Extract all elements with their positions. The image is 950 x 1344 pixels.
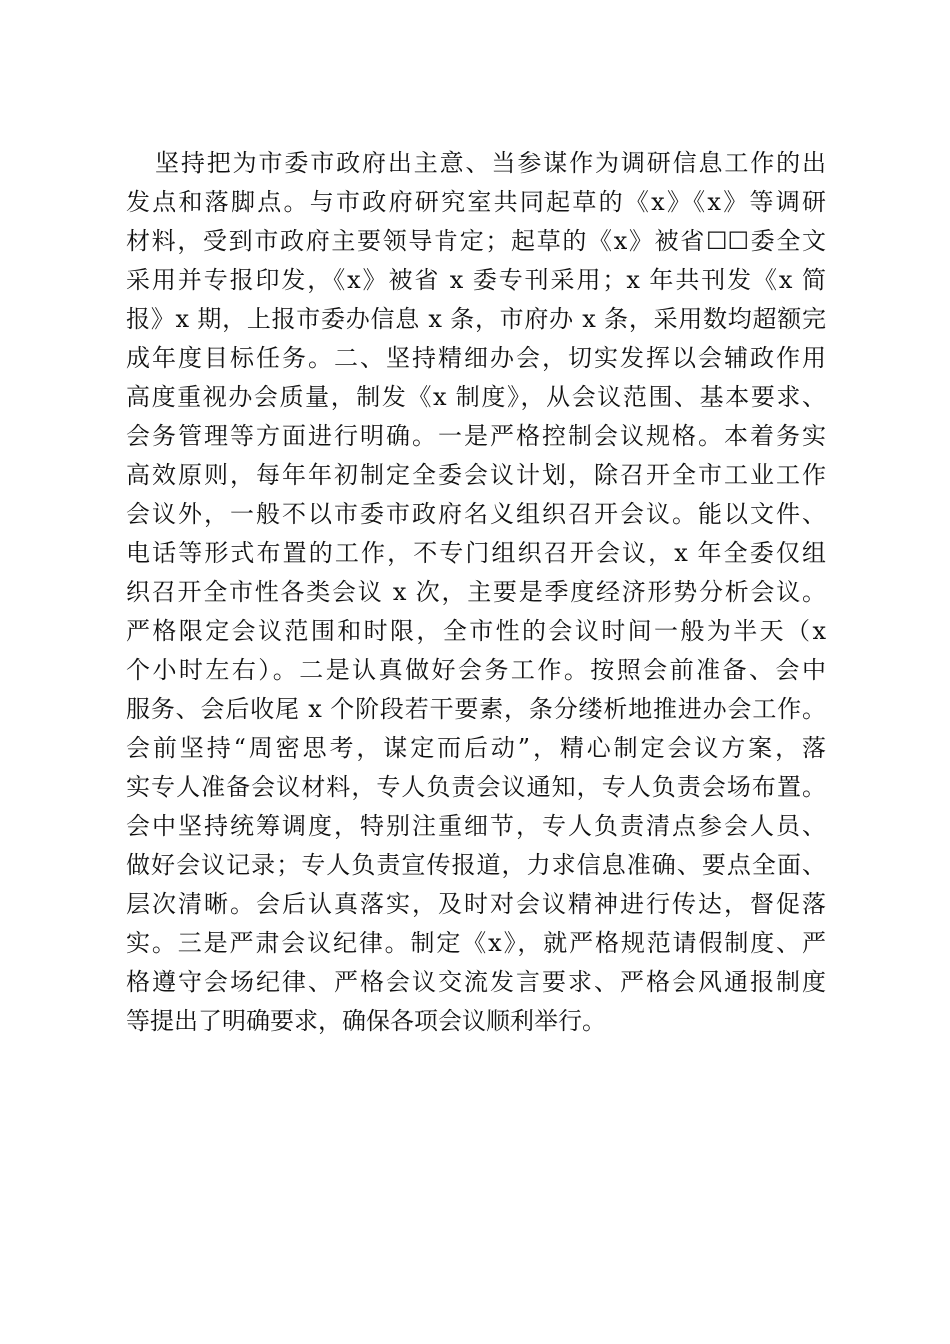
text-line-10: 会议外，一般不以市委市政府名义组织召开会议。能以文件、 bbox=[126, 500, 826, 528]
text-line-1: 坚持把为市委市政府出主意、当参谋作为调研信息工作的出 bbox=[155, 149, 826, 177]
text-line-8: 会务管理等方面进行明确。一是严格控制会议规格。本着务实 bbox=[126, 422, 826, 450]
text-line-14: 个小时左右）。二是认真做好会务工作。按照会前准备、会中 bbox=[126, 656, 826, 684]
text-line-16: 会前坚持“周密思考，谋定而后动”，精心制定会议方案，落 bbox=[126, 734, 826, 762]
text-line-21: 实。三是严肃会议纪律。制定《x》，就严格规范请假制度、严 bbox=[126, 929, 826, 957]
text-line-20: 层次清晰。会后认真落实，及时对会议精神进行传达，督促落 bbox=[126, 890, 826, 918]
text-line-5: 报》x 期，上报市委办信息 x 条，市府办 x 条，采用数均超额完 bbox=[126, 305, 826, 333]
text-line-11: 电话等形式布置的工作，不专门组织召开会议，x 年全委仅组 bbox=[126, 539, 826, 567]
text-line-17: 实专人准备会议材料，专人负责会议通知，专人负责会场布置。 bbox=[126, 773, 826, 801]
text-line-15: 服务、会后收尾 x 个阶段若干要素，条分缕析地推进办会工作。 bbox=[126, 695, 826, 723]
text-line-3: 材料，受到市政府主要领导肯定；起草的《x》被省☐☐委全文 bbox=[126, 227, 826, 255]
text-line-2: 发点和落脚点。与市政府研究室共同起草的《x》《x》等调研 bbox=[126, 188, 826, 216]
text-line-19: 做好会议记录；专人负责宣传报道，力求信息准确、要点全面、 bbox=[126, 851, 826, 879]
text-line-13: 严格限定会议范围和时限，全市性的会议时间一般为半天（x bbox=[126, 617, 826, 645]
text-line-7: 高度重视办会质量，制发《x 制度》，从会议范围、基本要求、 bbox=[126, 383, 826, 411]
text-line-6: 成年度目标任务。二、坚持精细办会，切实发挥以会辅政作用 bbox=[126, 344, 826, 372]
text-line-23: 等提出了明确要求，确保各项会议顺利举行。 bbox=[126, 1007, 606, 1035]
text-line-12: 织召开全市性各类会议 x 次，主要是季度经济形势分析会议。 bbox=[126, 578, 826, 606]
text-line-4: 采用并专报印发，《x》被省 x 委专刊采用；x 年共刊发《x 简 bbox=[126, 266, 826, 294]
text-line-9: 高效原则，每年年初制定全委会议计划，除召开全市工业工作 bbox=[126, 461, 826, 489]
text-line-18: 会中坚持统筹调度，特别注重细节，专人负责清点参会人员、 bbox=[126, 812, 826, 840]
text-line-22: 格遵守会场纪律、严格会议交流发言要求、严格会风通报制度 bbox=[126, 968, 826, 996]
body-paragraph bbox=[126, 144, 826, 1041]
